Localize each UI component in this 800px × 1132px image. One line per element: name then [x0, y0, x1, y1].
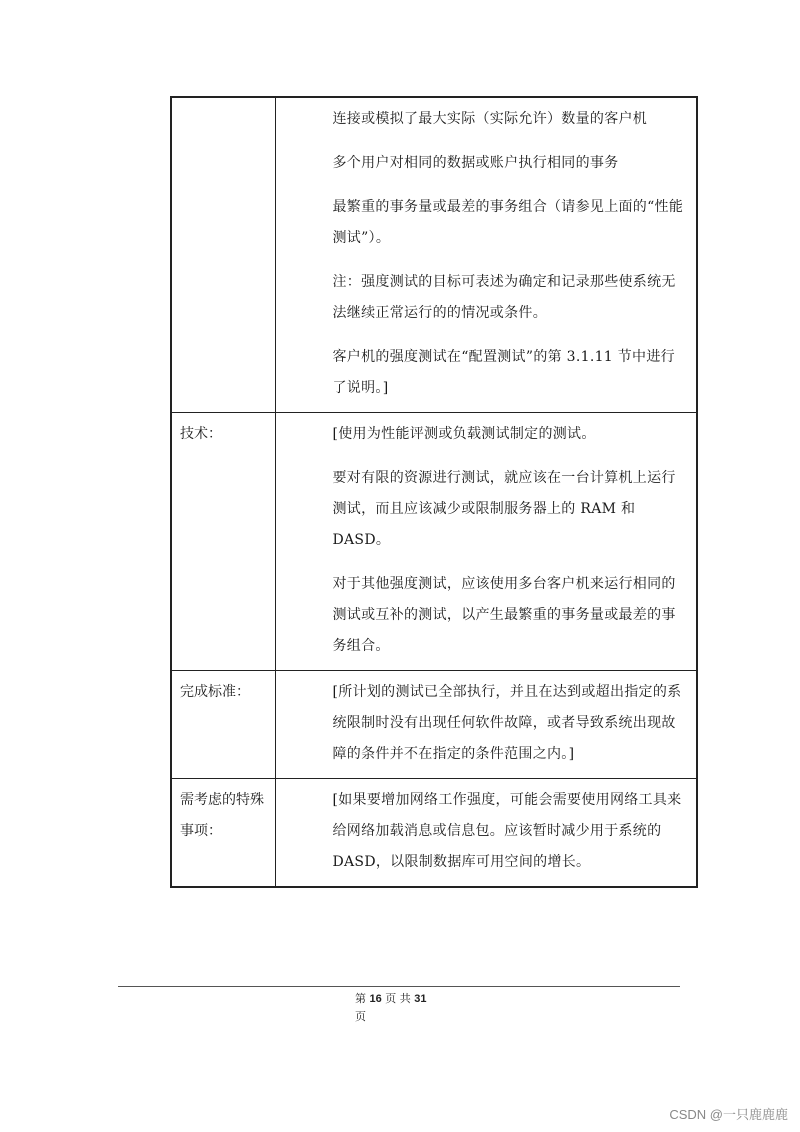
row-content: [275, 779, 697, 888]
table-row: [171, 97, 697, 413]
paragraph: 要对有限的资源进行测试，就应该在一台计算机上运行测试，而且应该减少或限制服务器上的 RAM 和 DASD。: [332, 470, 676, 548]
paragraph: 连接或模拟了最大实际（实际允许）数量的客户机: [332, 111, 648, 127]
row-content: [275, 97, 697, 413]
page-footer: [355, 990, 427, 1026]
row-label-special-considerations: 需考虑的特殊事项：: [171, 779, 275, 888]
row-label-completion-criteria: 完成标准：: [171, 671, 275, 779]
paragraph: 对于其他强度测试，应该使用多台客户机来运行相同的测试或互补的测试，以产生最繁重的事务量或最差的事务组合。: [332, 576, 676, 654]
row-label: [171, 97, 275, 413]
footer-suffix: 页: [355, 1010, 366, 1023]
row-content: [275, 671, 697, 779]
paragraph: [如果要增加网络工作强度，可能会需要使用网络工具来给网络加载消息或信息包。应该暂时减少用于系统的 DASD，以限制数据库可用空间的增长。: [332, 792, 682, 870]
paragraph: 注：强度测试的目标可表述为确定和记录那些使系统无法继续正常运行的的情况或条件。: [332, 274, 676, 321]
footer-prefix: 第: [355, 992, 366, 1005]
row-label-technique: 技术：: [171, 413, 275, 671]
total-pages: 31: [414, 993, 427, 1005]
paragraph: 客户机的强度测试在“配置测试”的第 3.1.11 节中进行了说明。]: [332, 349, 675, 396]
table-row: [171, 779, 697, 888]
table-row: [171, 413, 697, 671]
paragraph: 最繁重的事务量或最差的事务组合（请参见上面的“性能测试”）。: [332, 199, 684, 246]
paragraph: [所计划的测试已全部执行，并且在达到或超出指定的系统限制时没有出现任何软件故障，或者导致系统出现故障的条件并不在指定的条件范围之内。]: [332, 684, 682, 762]
page-number: 16: [369, 993, 382, 1005]
document-table: [170, 96, 698, 888]
watermark: CSDN @一只鹿鹿鹿: [669, 1107, 788, 1122]
table-row: [171, 671, 697, 779]
paragraph: [使用为性能评测或负载测试制定的测试。: [332, 426, 596, 442]
footer-divider: [118, 986, 680, 987]
row-content: [275, 413, 697, 671]
footer-middle: 页 共: [385, 992, 411, 1005]
paragraph: 多个用户对相同的数据或账户执行相同的事务: [332, 155, 619, 171]
